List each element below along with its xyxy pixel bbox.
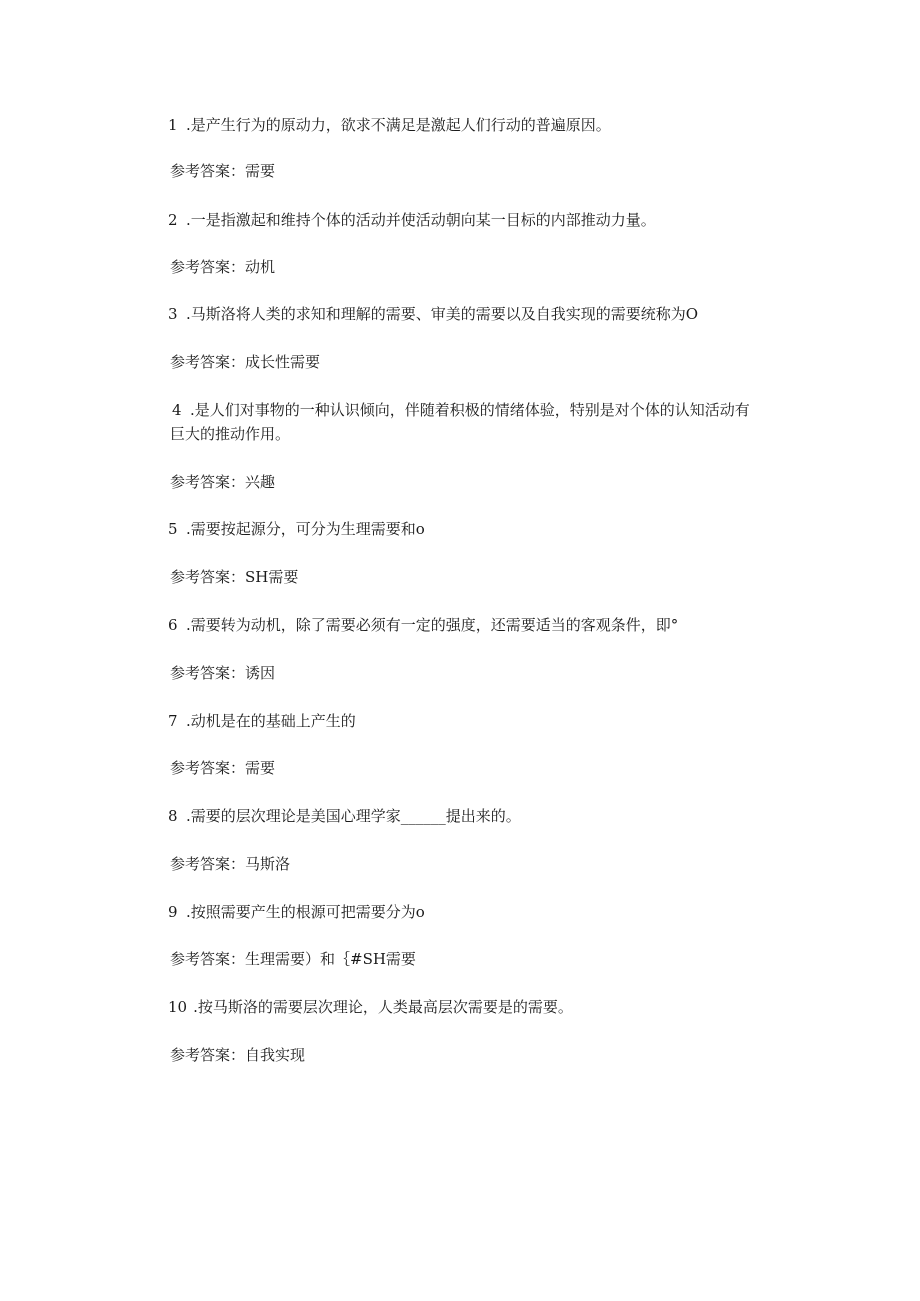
question-number: 3 (168, 305, 178, 323)
answer-8: 参考答案：马斯洛 (170, 855, 291, 873)
answer-9: 参考答案：生理需要）和｛#SH需要 (170, 950, 416, 968)
question-text: .动机是在的基础上产生的 (186, 712, 356, 730)
answer-3: 参考答案：成长性需要 (170, 353, 321, 371)
answer-10: 参考答案：自我实现 (170, 1046, 306, 1064)
question-text: .需要按起源分，可分为生理需要和o (186, 520, 425, 538)
answer-2: 参考答案：动机 (170, 258, 276, 276)
question-6 (168, 614, 678, 636)
question-7 (168, 710, 356, 732)
question-number: 8 (168, 807, 178, 825)
question-number: 7 (168, 712, 178, 730)
question-text: .是人们对事物的一种认识倾向，伴随着积极的情绪体验，特别是对个体的认知活动有 (190, 401, 750, 419)
question-text: .按照需要产生的根源可把需要分为o (186, 903, 425, 921)
question-number: 5 (168, 520, 178, 538)
question-number: 2 (168, 211, 178, 229)
question-4-continued: 巨大的推动作用。 (170, 425, 291, 443)
question-text: .一是指激起和维持个体的活动并使活动朝向某一目标的内部推动力量。 (186, 211, 656, 229)
question-text: .按马斯洛的需要层次理论，人类最高层次需要是的需要。 (193, 998, 573, 1016)
question-text: .需要转为动机，除了需要必须有一定的强度，还需要适当的客观条件，即° (186, 616, 679, 634)
question-9 (168, 901, 425, 923)
answer-5: 参考答案：SH需要 (170, 568, 299, 586)
question-number: 9 (168, 903, 178, 921)
question-4 (172, 399, 750, 421)
question-text: .马斯洛将人类的求知和理解的需要、审美的需要以及自我实现的需要统称为O (186, 305, 699, 323)
question-number: 10 (168, 998, 188, 1016)
question-1 (168, 114, 611, 136)
question-2 (168, 209, 656, 231)
answer-6: 参考答案：诱因 (170, 664, 276, 682)
question-number: 6 (168, 616, 178, 634)
question-text: .是产生行为的原动力，欲求不满足是激起人们行动的普遍原因。 (186, 116, 611, 134)
question-10 (168, 996, 573, 1018)
answer-1: 参考答案：需要 (170, 162, 276, 180)
question-text: .需要的层次理论是美国心理学家______提出来的。 (186, 807, 521, 825)
question-3 (168, 303, 698, 325)
question-5 (168, 518, 425, 540)
question-8 (168, 805, 521, 827)
question-number: 1 (168, 116, 178, 134)
answer-7: 参考答案：需要 (170, 759, 276, 777)
question-number: 4 (172, 401, 182, 419)
answer-4: 参考答案：兴趣 (170, 473, 276, 491)
